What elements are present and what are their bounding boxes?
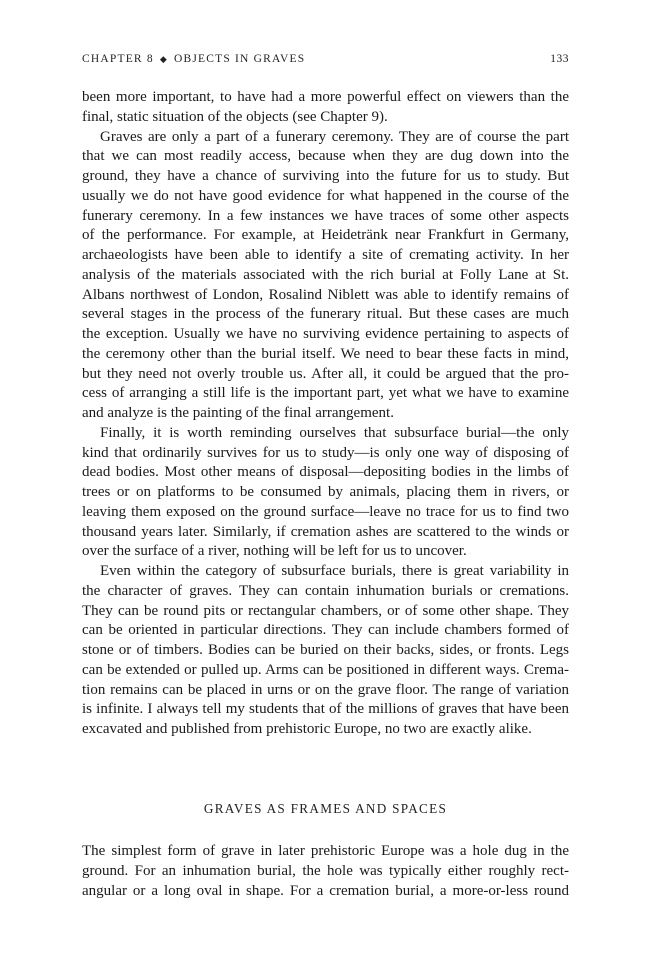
text-line: of the performance. For example, at Heidetränk near Frankfurt in Germany, <box>82 227 569 244</box>
text-line: dead bodies. Most other means of disposal—depositing bodies in the limbs of <box>82 464 569 481</box>
text-line: angular or a long oval in shape. For a cremation burial, a more-or-less round <box>82 882 569 899</box>
text-line: final, static situation of the objects (see Chapter 9). <box>82 108 388 125</box>
paragraph <box>82 88 569 128</box>
paragraph <box>82 424 569 562</box>
text-line: excavated and published from prehistoric Europe, no two are exactly alike. <box>82 721 532 737</box>
text-line: funerary ceremony. In a few instances we have traces of some other aspects <box>82 207 569 224</box>
text-line: usually we do not have good evidence for what happened in the course of the <box>82 187 569 204</box>
text-line: Finally, it is worth reminding ourselves that subsurface burial—the only <box>100 424 569 441</box>
text-line: Albans northwest of London, Rosalind Niblett was able to identify remains of <box>82 286 569 303</box>
body-text <box>82 88 569 740</box>
text-line: the exception. Usually we have no surviving evidence pertaining to aspects of <box>82 326 569 342</box>
text-line: stone or of timbers. Bodies can be buried on their backs, sides, or fronts. Legs <box>82 642 569 658</box>
text-line: They can be round pits or rectangular chambers, or of some other shape. They <box>82 602 569 619</box>
text-line: leaving them exposed on the ground surface—leave no trace for us to find two <box>82 503 569 520</box>
text-line: the character of graves. They can contain inhumation burials or cremations. <box>82 582 569 599</box>
text-line: Graves are only a part of a funerary ceremony. They are of course the part <box>100 128 569 145</box>
chapter-heading <box>82 53 305 65</box>
separator-icon: ◆ <box>159 54 168 64</box>
page-number: 133 <box>550 53 569 65</box>
text-line: ground. For an inhumation burial, the hole was typically either roughly rect- <box>82 862 569 879</box>
running-head <box>82 53 569 65</box>
text-line: cess of arranging a still life is the important part, yet what we have to examine <box>82 385 569 402</box>
text-line: trees or on platforms to be consumed by animals, placing them in rivers, or <box>82 484 569 500</box>
text-line: and analyze is the painting of the final arrangement. <box>82 405 394 421</box>
text-line: several stages in the process of the funerary ritual. But these cases are much <box>82 306 569 323</box>
chapter-title: OBJECTS IN GRAVES <box>173 53 306 65</box>
paragraph <box>82 842 569 901</box>
text-line: been more important, to have had a more powerful effect on viewers than the <box>82 89 569 105</box>
text-line: The simplest form of grave in later prehistoric Europe was a hole dug in the <box>82 843 569 859</box>
chapter-label: CHAPTER 8 <box>82 53 154 65</box>
text-line: but they need not overly trouble us. After all, it could be argued that the pro- <box>82 365 569 382</box>
text-line: can be oriented in particular directions. They can include chambers formed of <box>82 622 569 639</box>
section-text <box>82 842 569 901</box>
text-line: analysis of the materials associated with the rich burial at Folly Lane at St. <box>82 266 569 283</box>
text-line: the ceremony other than the burial itself. We need to bear these facts in mind, <box>82 345 569 362</box>
text-line: tion remains can be placed in urns or on the grave floor. The range of variation <box>82 681 569 698</box>
text-line: can be extended or pulled up. Arms can be positioned in different ways. Crema- <box>82 661 569 678</box>
paragraph <box>82 128 569 424</box>
text-line: ground, they have a chance of surviving into the future for us to study. But <box>82 168 569 184</box>
paragraph <box>82 562 569 740</box>
text-line: Even within the category of subsurface burials, there is great variability in <box>100 563 569 579</box>
text-line: archaeologists have been able to identify a site of cremating activity. In her <box>82 247 569 263</box>
text-line: that we can most readily access, because when they are dug down into the <box>82 148 569 165</box>
text-line: thousand years later. Similarly, if cremation ashes are scattered to the winds or <box>82 523 569 540</box>
text-line: is infinite. I always tell my students that of the millions of graves that have been <box>82 701 569 718</box>
section-heading: GRAVES AS FRAMES AND SPACES <box>203 801 448 816</box>
text-line: kind that ordinarily survives for us to study—is only one way of disposing of <box>82 444 569 461</box>
text-line: over the surface of a river, nothing will be left for us to uncover. <box>82 543 467 560</box>
